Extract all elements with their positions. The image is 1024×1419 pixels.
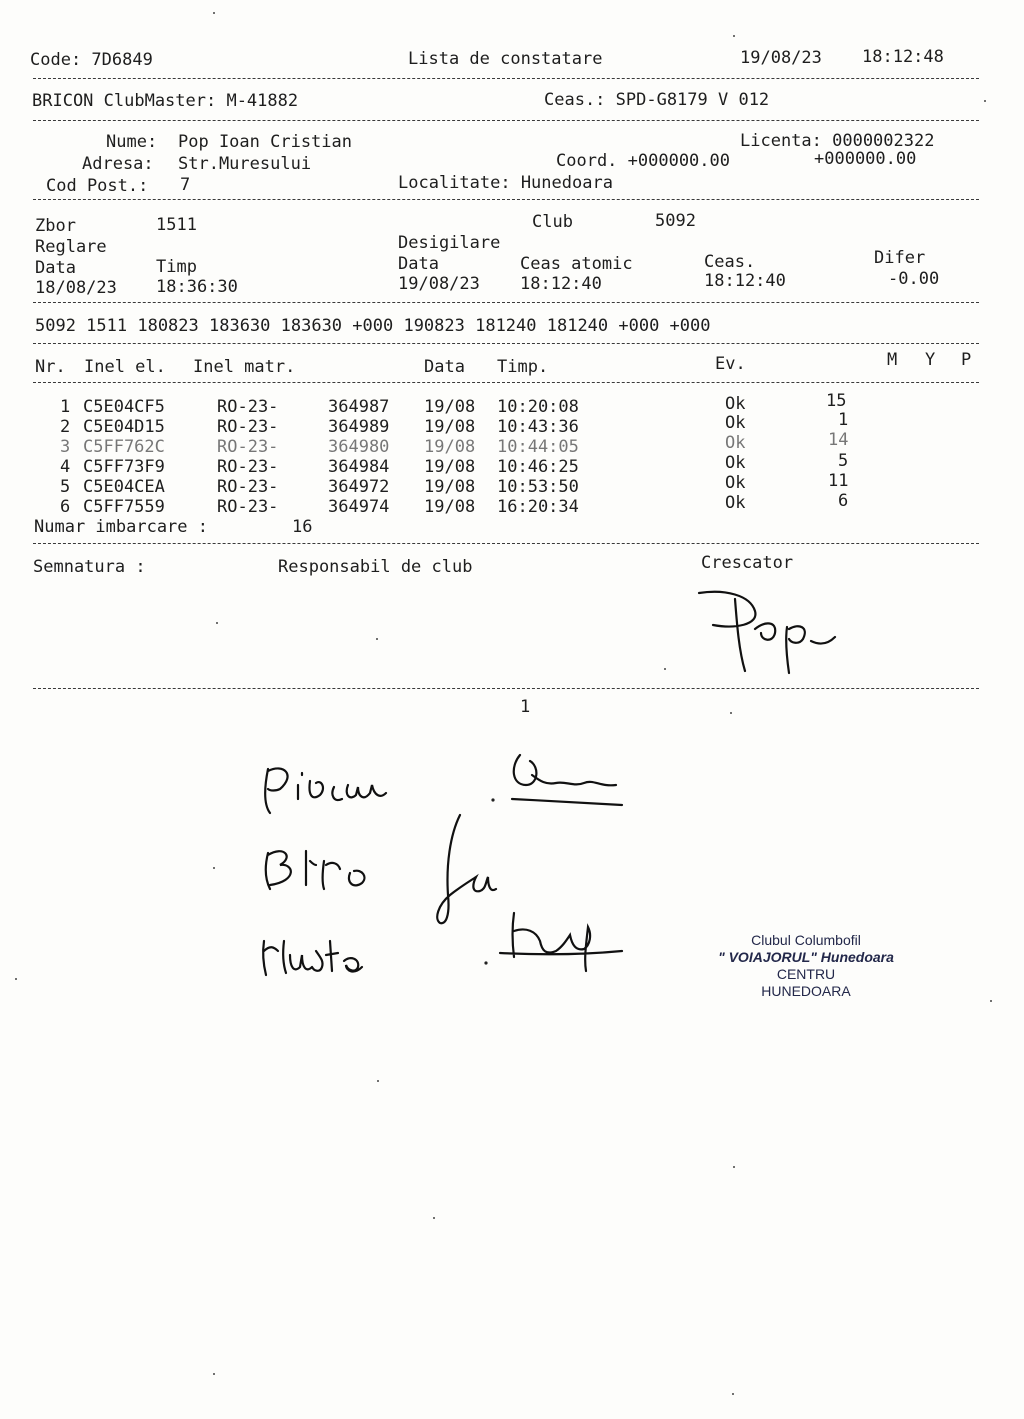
divider <box>33 78 979 79</box>
desig-date: 19/08/23 <box>398 274 480 294</box>
flight-number: 1511 <box>156 215 197 235</box>
row-date: 19/08 <box>424 477 476 497</box>
reglare-date: 18/08/23 <box>35 278 117 298</box>
reglare-label: Reglare <box>35 237 107 257</box>
boarding-label: Numar imbarcare : <box>34 517 208 537</box>
desig-date-label: Data <box>398 254 439 274</box>
handwritten-witnesses <box>250 745 640 985</box>
postal-code: 7 <box>180 175 191 195</box>
scan-speck <box>664 668 666 670</box>
row-date: 19/08 <box>424 497 476 517</box>
code-label: Code: 7D6849 <box>30 50 153 70</box>
divider <box>33 302 979 303</box>
col-p: P <box>961 350 972 370</box>
scan-speck <box>376 638 378 640</box>
row-time: 10:44:05 <box>497 437 579 457</box>
postal-label: Cod Post.: <box>46 176 149 196</box>
row-nr: 2 <box>60 417 71 437</box>
row-position: 5 <box>838 451 849 471</box>
signature-label: Semnatura : <box>33 557 146 577</box>
row-time: 10:43:36 <box>497 417 579 437</box>
row-date: 19/08 <box>424 437 476 457</box>
row-time: 16:20:34 <box>497 497 579 517</box>
coordinates: Coord. +000000.00 <box>556 151 730 171</box>
row-ring-number: 364984 <box>328 457 390 477</box>
scan-speck <box>216 622 218 624</box>
address-label: Adresa: <box>82 154 154 174</box>
row-position: 15 <box>826 391 847 411</box>
clock-label: Ceas. <box>704 252 756 272</box>
row-position: 14 <box>828 430 849 450</box>
row-inel-el: C5E04CF5 <box>83 397 165 417</box>
row-date: 19/08 <box>424 397 476 417</box>
club-number: 5092 <box>655 211 696 231</box>
reglare-date-label: Data <box>35 258 76 278</box>
row-ring-number: 364987 <box>328 397 390 417</box>
scan-speck <box>377 1080 379 1082</box>
atomic-time: 18:12:40 <box>520 274 602 294</box>
row-date: 19/08 <box>424 417 476 437</box>
scan-speck <box>733 1166 735 1168</box>
row-ring-number: 364989 <box>328 417 390 437</box>
scan-speck <box>730 712 732 714</box>
row-nr: 3 <box>60 437 71 457</box>
row-ring-number: 364980 <box>328 437 390 457</box>
row-time: 10:46:25 <box>497 457 579 477</box>
row-inel-el: C5E04D15 <box>83 417 165 437</box>
row-position: 11 <box>828 471 849 491</box>
row-ev: Ok <box>725 493 746 513</box>
row-ev: Ok <box>725 413 746 433</box>
col-nr: Nr. <box>35 357 66 377</box>
scan-speck <box>15 978 17 980</box>
club-stamp <box>688 932 924 1000</box>
row-position: 1 <box>838 410 849 430</box>
col-m: M <box>887 350 898 370</box>
difer-value: -0.00 <box>888 269 940 289</box>
scan-speck <box>213 1373 215 1375</box>
reglare-time: 18:36:30 <box>156 277 238 297</box>
col-data: Data <box>424 357 465 377</box>
divider <box>33 120 979 121</box>
row-nr: 5 <box>60 477 71 497</box>
stamp-line: CENTRU <box>776 966 836 982</box>
scan-speck <box>984 100 986 102</box>
breeder-label: Crescator <box>701 553 794 573</box>
scan-speck <box>433 1217 435 1219</box>
desigilare-label: Desigilare <box>398 233 501 253</box>
row-inel-matr: RO-23- <box>217 437 279 457</box>
row-ev: Ok <box>725 473 746 493</box>
row-nr: 1 <box>60 397 71 417</box>
boarding-count: 16 <box>292 517 313 537</box>
difer-label: Difer <box>874 248 926 268</box>
divider <box>33 688 979 689</box>
col-ev: Ev. <box>715 354 746 374</box>
code-line: 5092 1511 180823 183630 183630 +000 190823 181240 181240 +000 +000 <box>35 316 711 336</box>
clock-time: 18:12:40 <box>704 271 786 291</box>
row-inel-el: C5FF7559 <box>83 497 165 517</box>
header-date: 19/08/23 <box>740 48 822 68</box>
clubmaster-label: BRICON ClubMaster: M-41882 <box>32 91 299 111</box>
document-title: Lista de constatare <box>408 49 603 69</box>
divider <box>33 343 979 344</box>
row-time: 10:20:08 <box>497 397 579 417</box>
divider <box>33 382 979 383</box>
scan-speck <box>990 1000 992 1002</box>
club-label: Club <box>532 212 573 232</box>
row-inel-el: C5FF73F9 <box>83 457 165 477</box>
owner-address: Str.Muresului <box>178 154 312 174</box>
scan-speck <box>732 1393 734 1395</box>
header-time: 18:12:48 <box>862 47 944 67</box>
row-inel-matr: RO-23- <box>217 417 279 437</box>
row-position: 6 <box>838 491 849 511</box>
col-timp: Timp. <box>497 357 549 377</box>
stamp-line: HUNEDOARA <box>761 983 851 999</box>
club-responsible-label: Responsabil de club <box>278 557 473 577</box>
col-inel-matr: Inel matr. <box>193 357 296 377</box>
row-ev: Ok <box>725 394 746 414</box>
atomic-clock-label: Ceas atomic <box>520 254 633 274</box>
row-inel-matr: RO-23- <box>217 477 279 497</box>
row-inel-matr: RO-23- <box>217 497 279 517</box>
breeder-signature <box>695 585 855 680</box>
scan-speck <box>733 35 735 37</box>
flight-label: Zbor <box>35 216 76 236</box>
row-nr: 4 <box>60 457 71 477</box>
name-label: Nume: <box>106 132 158 152</box>
stamp-line: Clubul Columbofil <box>751 932 861 948</box>
col-inel-el: Inel el. <box>84 357 166 377</box>
scan-speck <box>213 12 215 14</box>
row-time: 10:53:50 <box>497 477 579 497</box>
row-date: 19/08 <box>424 457 476 477</box>
row-inel-el: C5E04CEA <box>83 477 165 497</box>
row-ev: Ok <box>725 453 746 473</box>
locality: Localitate: Hunedoara <box>398 173 613 193</box>
stamp-line: " VOIAJORUL" Hunedoara <box>718 949 894 965</box>
row-ring-number: 364974 <box>328 497 390 517</box>
divider <box>33 543 979 544</box>
col-y: Y <box>925 350 936 370</box>
clock-device-label: Ceas.: SPD-G8179 V 012 <box>544 90 770 110</box>
row-inel-matr: RO-23- <box>217 457 279 477</box>
license: Licenta: 0000002322 <box>740 131 935 151</box>
scan-speck <box>213 867 215 869</box>
row-inel-el: C5FF762C <box>83 437 165 457</box>
row-nr: 6 <box>60 497 71 517</box>
owner-name: Pop Ioan Cristian <box>178 132 352 152</box>
row-inel-matr: RO-23- <box>217 397 279 417</box>
page-number: 1 <box>520 697 531 717</box>
divider <box>33 199 979 200</box>
row-ev: Ok <box>725 433 746 453</box>
row-ring-number: 364972 <box>328 477 390 497</box>
reglare-time-label: Timp <box>156 257 197 277</box>
coordinates-2: +000000.00 <box>814 149 917 169</box>
